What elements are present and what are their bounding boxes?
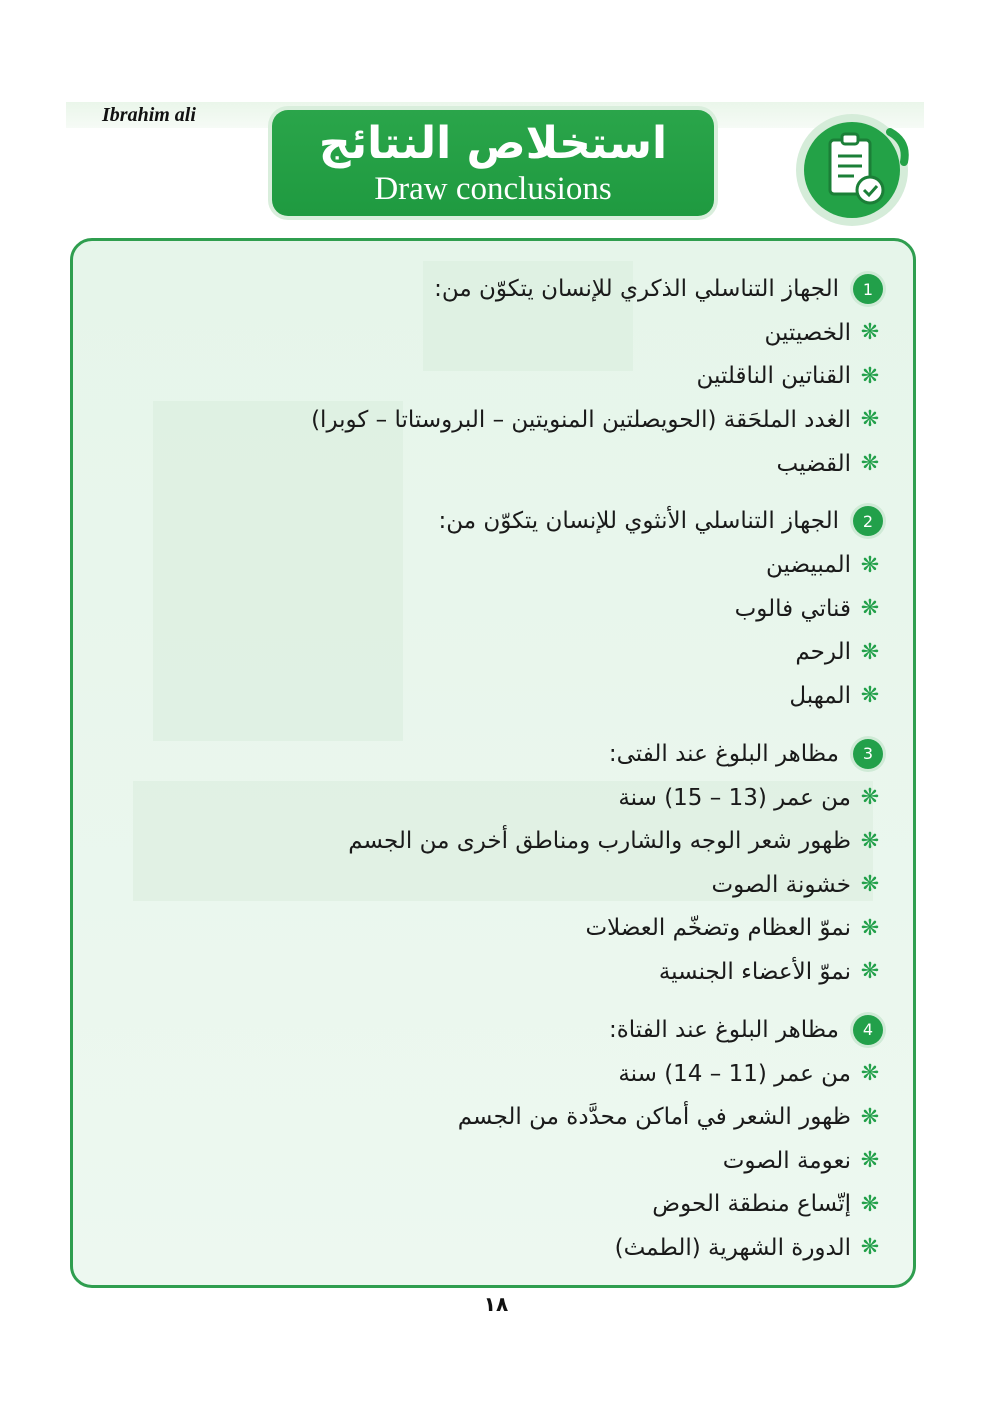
bullet-icon: ❋ [860,959,880,985]
bullet-icon: ❋ [860,451,880,477]
list-item [103,631,883,675]
list-item [103,442,883,486]
section-number-badge: 2 [853,506,883,536]
list-item [103,907,883,951]
section-heading-text: الجهاز التناسلي الذكري للإنسان يتكوّن من: [434,276,839,302]
bullet-icon: ❋ [860,1235,880,1261]
list-item-text: خشونة الصوت [711,871,851,898]
list-item [103,355,883,399]
list-item [103,1139,883,1183]
list-item [103,311,883,355]
section-number-badge: 4 [853,1015,883,1045]
list-item [103,819,883,863]
list-item [103,1226,883,1270]
bullet-icon: ❋ [860,1061,880,1087]
list-item [103,950,883,994]
bullet-icon: ❋ [860,828,880,854]
list-item [103,1095,883,1139]
checklist-clipboard-icon [786,110,916,228]
section-girl-puberty [103,1008,883,1270]
title-english: Draw conclusions [374,171,612,207]
list-item-text: ظهور شعر الوجه والشارب ومناطق أخرى من الجسم [348,828,851,855]
list-item-text: الدورة الشهرية (الطمث) [614,1234,851,1261]
bullet-icon: ❋ [860,320,880,346]
list-item [103,1183,883,1227]
section-heading [103,1008,883,1052]
list-item [103,776,883,820]
list-item-text: المهبل [789,682,851,709]
list-item-text: نموّ العظام وتضخّم العضلات [585,915,851,942]
section-heading [103,499,883,543]
list-item-text: الرحم [795,639,851,666]
list-item-text: من عمر (11 – 14) سنة [618,1060,851,1087]
bullet-icon: ❋ [860,1104,880,1130]
bullet-icon: ❋ [860,407,880,433]
bullet-icon: ❋ [860,915,880,941]
section-heading-text: مظاهر البلوغ عند الفتاة: [608,1016,839,1043]
list-item-text: الخصيتين [764,319,851,346]
bullet-icon: ❋ [860,596,880,622]
list-item [103,587,883,631]
list-item-text: قناتي فالوب [734,595,851,622]
list-item-text: ظهور الشعر في أماكن محدَّدة من الجسم [457,1104,851,1131]
bullet-icon: ❋ [860,1191,880,1217]
list-item [103,543,883,587]
bullet-icon: ❋ [860,872,880,898]
bullet-icon: ❋ [860,639,880,665]
section-number-badge: 1 [853,274,883,304]
list-item-text: الغدد الملحَقة (الحويصلتين المنويتين – البروستاتا – كوبرا) [311,406,851,433]
list-item-text: إتّساع منطقة الحوض [652,1191,851,1218]
list-item-text: نموّ الأعضاء الجنسية [658,958,851,985]
section-male-system [103,267,883,485]
section-heading [103,267,883,311]
section-number-badge: 3 [853,739,883,769]
page-number: ١٨ [483,1292,509,1316]
list-item-text: القناتين الناقلتين [696,363,851,390]
bullet-icon: ❋ [860,363,880,389]
list-item-text: نعومة الصوت [722,1147,851,1174]
title-arabic: استخلاص النتائج [318,118,668,169]
section-boy-puberty [103,732,883,994]
section-heading-text: الجهاز التناسلي الأنثوي للإنسان يتكوّن من: [438,508,839,535]
list-item [103,674,883,718]
list-item [103,1052,883,1096]
bullet-icon: ❋ [860,683,880,709]
conclusions-panel [70,238,916,1288]
bullet-icon: ❋ [860,785,880,811]
title-banner [272,110,714,216]
section-female-system [103,499,883,717]
section-heading-text: مظاهر البلوغ عند الفتى: [608,740,839,767]
list-item-text: المبيضين [766,552,851,579]
bullet-icon: ❋ [860,1148,880,1174]
section-heading [103,732,883,776]
content-list [103,267,883,1284]
list-item-text: من عمر (13 – 15) سنة [618,784,851,811]
bullet-icon: ❋ [860,552,880,578]
author-name: Ibrahim ali [102,104,196,126]
list-item-text: القضيب [776,450,851,477]
list-item [103,863,883,907]
list-item [103,398,883,442]
